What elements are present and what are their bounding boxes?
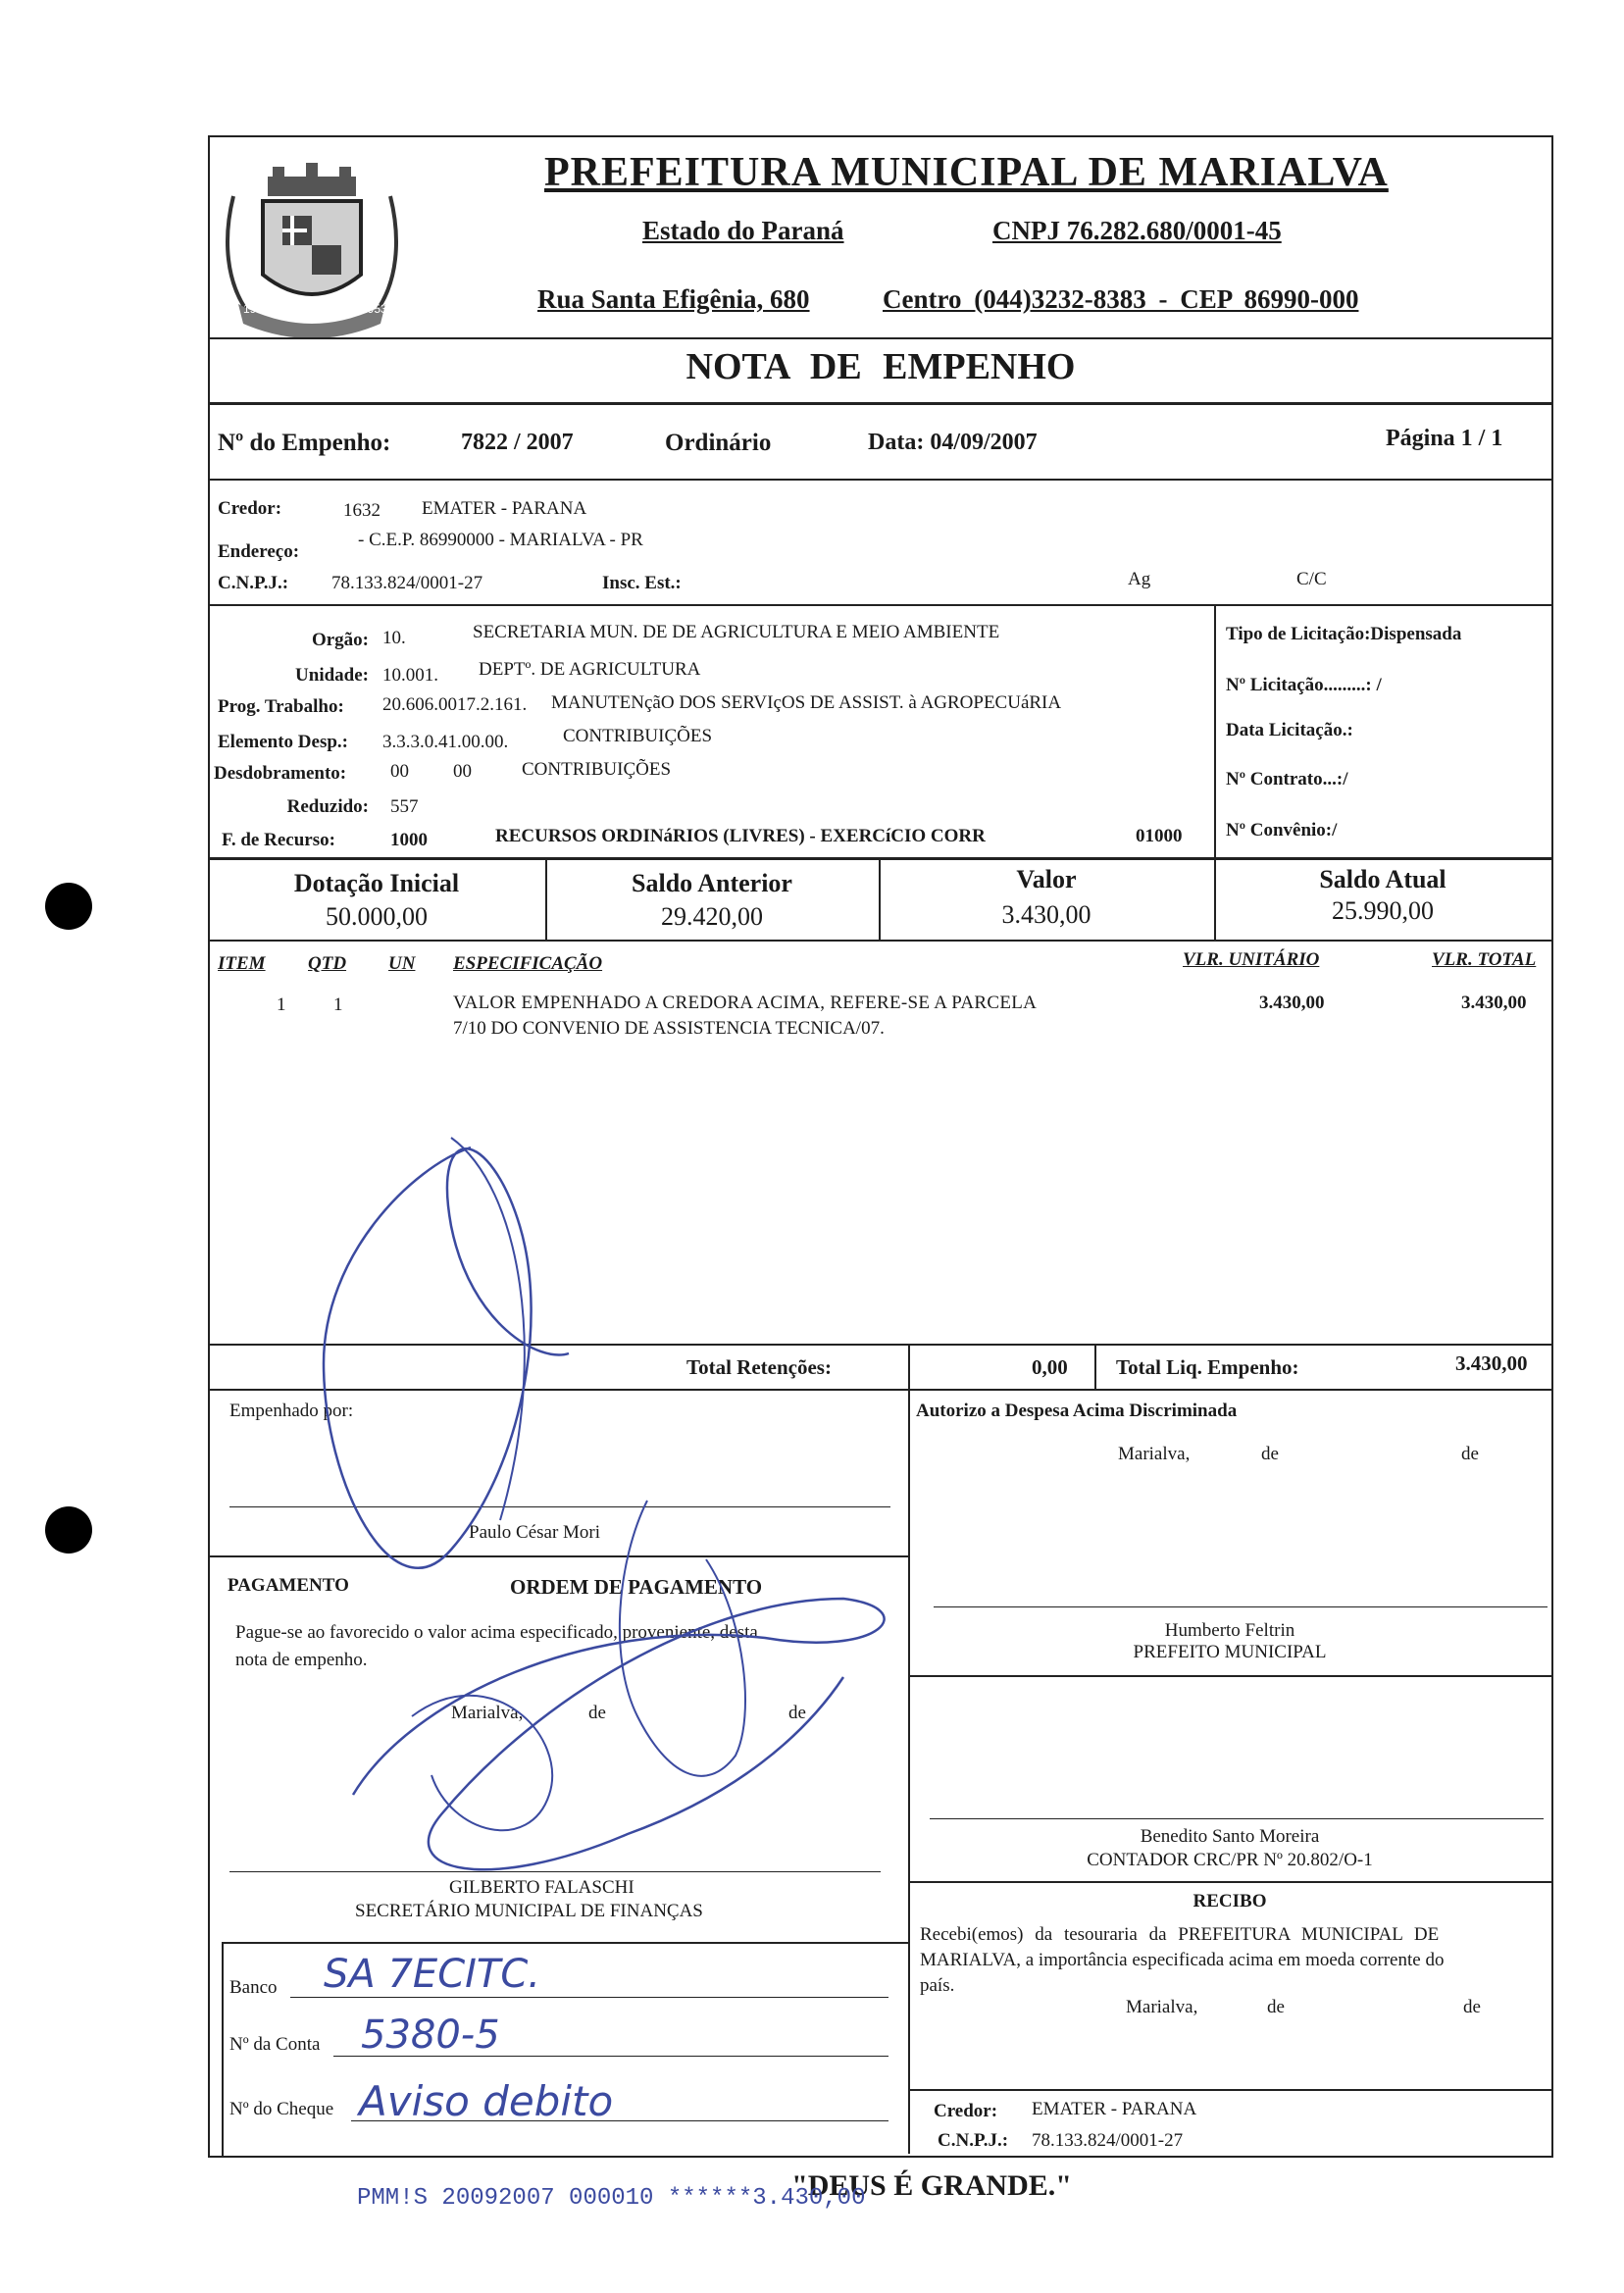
retencoes-value: 0,00 [1032, 1355, 1068, 1379]
banco-handwritten: SA 7ECITC. [324, 1952, 540, 1997]
pagamento-label: PAGAMENTO [228, 1575, 349, 1596]
recurso-label: F. de Recurso: [222, 830, 335, 850]
reduzido-label: Reduzido: [286, 796, 369, 817]
col-especificacao: ESPECIFICAÇÃO [453, 953, 603, 974]
desd-value-2: 00 [453, 761, 472, 782]
recibo-cnpj-value: 78.133.824/0001-27 [1032, 2130, 1184, 2151]
item-desc-line1: VALOR EMPENHADO A CREDORA ACIMA, REFERE-SE A PARCELA [453, 993, 1038, 1013]
liquido-value: 3.430,00 [1455, 1351, 1528, 1375]
endereco-label: Endereço: [218, 541, 300, 562]
prog-label: Prog. Trabalho: [218, 696, 344, 717]
empenhado-label: Empenhado por: [229, 1401, 354, 1421]
item-qtd: 1 [333, 994, 343, 1015]
recurso-value: 1000 [390, 830, 428, 850]
empenhado-name: Paulo César Mori [469, 1522, 601, 1543]
desd-desc: CONTRIBUIÇÕES [522, 759, 672, 780]
punch-hole [45, 883, 92, 930]
saldo-anterior-value: 29.420,00 [661, 902, 763, 931]
recibo-text-line3: país. [920, 1975, 955, 1996]
col-qtd: QTD [308, 953, 347, 974]
recibo-credor-value: EMATER - PARANA [1032, 2099, 1197, 2119]
unidade-desc: DEPTº. DE AGRICULTURA [479, 659, 701, 680]
item-total-value: 3.430,00 [1461, 993, 1527, 1013]
mayor-name: Humberto Feltrin [1164, 1620, 1295, 1641]
recurso-desc: RECURSOS ORDINáRIOS (LIVRES) - EXERCíCIO CORR [495, 826, 986, 846]
accountant-name: Benedito Santo Moreira [1140, 1826, 1320, 1847]
saldo-atual-value: 25.990,00 [1332, 896, 1434, 925]
prog-desc: MANUTENçãO DOS SERVIçOS DE ASSIST. à AGROPECUáRIA [551, 692, 1062, 713]
autorizo-de2: de [1461, 1444, 1479, 1464]
desd-value: 00 [390, 761, 409, 782]
autorizo-label: Autorizo a Despesa Acima Discriminada [916, 1401, 1238, 1421]
cc-label: C/C [1296, 569, 1327, 589]
numero-contrato: Nº Contrato...:/ [1226, 769, 1348, 790]
tipo-licitacao: Tipo de Licitação:Dispensada [1226, 624, 1462, 644]
unidade-value: 10.001. [382, 665, 438, 686]
valor-label: Valor [1016, 865, 1077, 893]
header-address-rest: Centro (044)3232-8383 - CEP 86990-000 [883, 284, 1359, 314]
empenho-date: Data: 04/09/2007 [868, 430, 1038, 455]
cheque-handwritten: Aviso debito [359, 2077, 614, 2125]
item-desc-line2: 7/10 DO CONVENIO DE ASSISTENCIA TECNICA/07. [453, 1018, 885, 1039]
orgao-desc: SECRETARIA MUN. DE DE AGRICULTURA E MEIO AMBIENTE [473, 622, 1000, 642]
elem-desc: CONTRIBUIÇÕES [563, 726, 713, 746]
punch-hole [45, 1506, 92, 1554]
col-un: UN [388, 953, 416, 974]
mayor-title: PREFEITO MUNICIPAL [1133, 1642, 1327, 1662]
pagamento-text-line2: nota de empenho. [235, 1650, 368, 1670]
credor-name: EMATER - PARANA [422, 498, 587, 519]
item-unit-value: 3.430,00 [1259, 993, 1325, 1013]
header-address: Rua Santa Efigênia, 680 [537, 284, 810, 314]
col-vlr-unitario: VLR. UNITÁRIO [1183, 949, 1320, 970]
saldo-anterior-label: Saldo Anterior [632, 869, 792, 897]
credor-label: Credor: [218, 498, 282, 519]
crest-year-left: 1951 [243, 302, 270, 316]
secretary-title: SECRETÁRIO MUNICIPAL DE FINANÇAS [355, 1901, 703, 1921]
pagamento-text-line1: Pague-se ao favorecido o valor acima especificado, proveniente, desta [235, 1622, 758, 1643]
item-number: 1 [277, 994, 286, 1015]
recibo-de2: de [1463, 1997, 1481, 2017]
endereco-value: - C.E.P. 86990000 - MARIALVA - PR [358, 530, 643, 550]
accountant-title: CONTADOR CRC/PR Nº 20.802/O-1 [1087, 1850, 1373, 1870]
document-title: NOTA DE EMPENHO [685, 346, 1076, 387]
banco-label: Banco [229, 1977, 278, 1998]
printed-stamp: PMM!S 20092007 000010 ******3.430,00 [357, 2185, 866, 2212]
numero-licitacao: Nº Licitação.........: / [1226, 675, 1382, 695]
crest-banner-text: MARIALVA [282, 306, 345, 321]
recibo-text-line2: MARIALVA, a importância especificada acima em moeda corrente do [920, 1950, 1445, 1970]
numero-convenio: Nº Convênio:/ [1226, 820, 1338, 841]
recurso-code: 01000 [1136, 826, 1183, 846]
crest-year-right: 1953 [361, 302, 387, 316]
data-licitacao: Data Licitação.: [1226, 720, 1353, 740]
recibo-text-line1: Recebi(emos) da tesouraria da PREFEITURA MUNICIPAL DE [920, 1924, 1440, 1945]
ordem-pagamento-label: ORDEM DE PAGAMENTO [510, 1575, 763, 1599]
unidade-label: Unidade: [295, 665, 369, 686]
recibo-credor-label: Credor: [934, 2101, 998, 2121]
empenho-page: Página 1 / 1 [1386, 426, 1503, 451]
saldo-atual-label: Saldo Atual [1319, 865, 1446, 893]
dotacao-value: 50.000,00 [326, 902, 428, 931]
header-title: PREFEITURA MUNICIPAL DE MARIALVA [544, 150, 1389, 195]
motto: "DEUS É GRANDE." [791, 2169, 1072, 2202]
elem-label: Elemento Desp.: [218, 732, 348, 752]
header-state: Estado do Paraná [642, 216, 844, 245]
orgao-value: 10. [382, 628, 406, 648]
recibo-de1: de [1267, 1997, 1285, 2017]
col-item: ITEM [218, 953, 266, 974]
cnpj-value: 78.133.824/0001-27 [331, 573, 483, 593]
municipal-crest [214, 157, 410, 343]
recibo-title: RECIBO [1193, 1891, 1267, 1911]
elem-value: 3.3.3.0.41.00.00. [382, 732, 509, 752]
empenho-label: Nº do Empenho: [218, 430, 391, 456]
conta-label: Nº da Conta [229, 2034, 321, 2055]
pagamento-place: Marialva, [451, 1703, 524, 1723]
secretary-name: GILBERTO FALASCHI [449, 1877, 634, 1898]
signature-scribble [294, 1108, 981, 1932]
orgao-label: Orgão: [311, 630, 369, 650]
autorizo-de1: de [1261, 1444, 1279, 1464]
empenho-type: Ordinário [665, 430, 772, 456]
liquido-label: Total Liq. Empenho: [1116, 1355, 1299, 1379]
pagamento-de2: de [788, 1703, 806, 1723]
col-vlr-total: VLR. TOTAL [1432, 949, 1537, 970]
prog-value: 20.606.0017.2.161. [382, 694, 528, 715]
reduzido-value: 557 [390, 796, 419, 817]
valor-value: 3.430,00 [1001, 900, 1091, 929]
cnpj-label: C.N.P.J.: [218, 573, 289, 593]
cheque-label: Nº do Cheque [229, 2099, 334, 2119]
recibo-place: Marialva, [1126, 1997, 1198, 2017]
autorizo-place: Marialva, [1118, 1444, 1191, 1464]
ag-label: Ag [1128, 569, 1151, 589]
desd-label: Desdobramento: [214, 763, 347, 784]
insc-label: Insc. Est.: [602, 573, 682, 593]
header-cnpj: CNPJ 76.282.680/0001-45 [992, 216, 1282, 245]
pagamento-de1: de [588, 1703, 606, 1723]
recibo-cnpj-label: C.N.P.J.: [938, 2130, 1009, 2151]
retencoes-label: Total Retenções: [686, 1355, 832, 1379]
empenho-number: 7822 / 2007 [461, 430, 574, 455]
conta-handwritten: 5380-5 [361, 2013, 500, 2058]
dotacao-label: Dotação Inicial [293, 869, 460, 897]
credor-code: 1632 [343, 500, 381, 521]
